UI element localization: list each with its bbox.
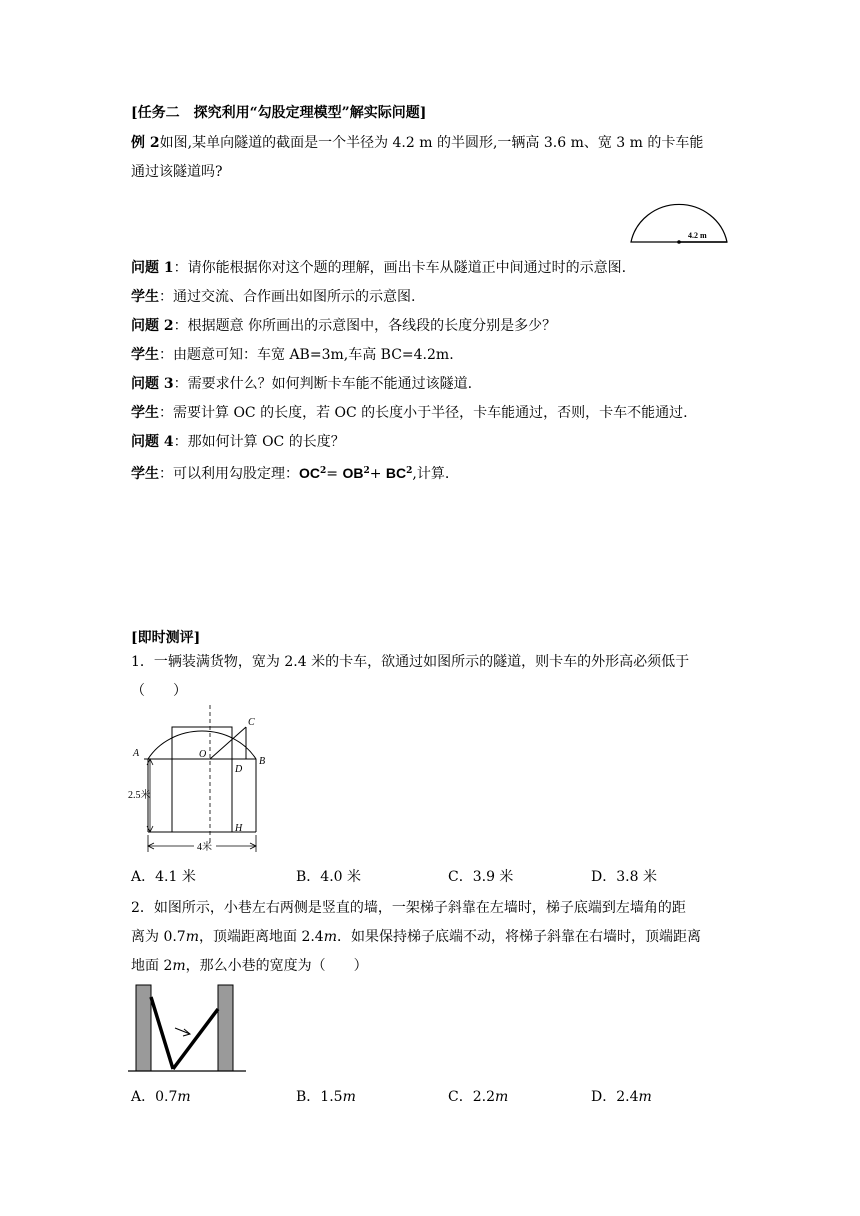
- speaker-label: 学生: [131, 347, 159, 363]
- label-a: A: [133, 748, 140, 759]
- q1-tunnel-figure: [128, 702, 274, 858]
- dialogue-line: 学生：由题意可知：车宽 AB=3m,车高 BC=4.2m.: [131, 347, 454, 363]
- left-wall: [136, 985, 151, 1071]
- dialogue-line: 问题 4：那如何计算 OC 的长度？: [131, 434, 345, 450]
- q2-option-a[interactable]: A．0.7m: [131, 1089, 191, 1105]
- exponent: 2: [363, 466, 370, 476]
- arrow-shaft: [175, 1028, 190, 1034]
- exponent: 2: [320, 466, 327, 476]
- dialogue-text: 由题意可知：车宽 AB=3m,车高 BC=4.2m.: [173, 347, 454, 363]
- q1-option-a[interactable]: A．4.1 米: [131, 869, 196, 885]
- q2-text-line2: 离为 0.7m，顶端距离地面 2.4m．如果保持梯子底端不动，将梯子斜靠在右墙时，顶端距离: [131, 929, 701, 945]
- semicircle-tunnel-figure: [628, 192, 732, 246]
- radius-label: 4.2 m: [688, 231, 707, 240]
- dialogue-text: 那如何计算 OC 的长度？: [187, 434, 345, 450]
- dialogue-line: 问题 1：请你能根据你对这个题的理解，画出卡车从隧道正中间通过时的示意图.: [131, 260, 627, 276]
- example2-text-line2: 通过该隧道吗?: [131, 164, 223, 180]
- formula-eq: =: [326, 466, 343, 482]
- ladder-left: [151, 997, 173, 1069]
- dialogue-text: 根据题意 你所画出的示意图中，各线段的长度分别是多少？: [187, 318, 557, 334]
- q2-text-line1: 2．如图所示，小巷左右两侧是竖直的墙，一架梯子斜靠在左墙时，梯子底端到左墙角的距: [131, 900, 686, 916]
- truck-rectangle: [172, 727, 232, 832]
- speaker-label: 学生: [131, 405, 159, 421]
- label-o: O: [199, 749, 207, 760]
- label-h: H: [235, 823, 243, 834]
- quiz-heading: [即时测评]: [131, 630, 201, 646]
- tunnel-outline: [148, 731, 256, 832]
- q2-text-line3: 地面 2m，那么小巷的宽度为（ ）: [131, 958, 368, 974]
- label-width: 4米: [197, 842, 212, 853]
- label-b: B: [259, 756, 266, 767]
- example2-line1: [131, 133, 703, 153]
- center-point: [677, 240, 681, 244]
- exponent: 2: [406, 466, 413, 476]
- formula-plus: +: [369, 466, 386, 482]
- speaker-label: 问题 4: [131, 434, 174, 450]
- dialogue-line: 问题 2：根据题意 你所画出的示意图中，各线段的长度分别是多少？: [131, 318, 557, 334]
- dialogue-text: 需要计算 OC 的长度，若 OC 的长度小于半径，卡车能通过，否则，卡车不能通过.: [173, 405, 688, 421]
- dialogue-line: 学生：通过交流、合作画出如图所示的示意图.: [131, 289, 416, 305]
- right-wall: [218, 985, 233, 1071]
- dialogue-suffix: ,计算.: [412, 466, 450, 482]
- dialogue-text: 通过交流、合作画出如图所示的示意图.: [173, 289, 416, 305]
- label-c: C: [248, 717, 255, 728]
- speaker-label: 问题 2: [131, 318, 174, 334]
- q2-option-d[interactable]: D．2.4m: [591, 1089, 652, 1105]
- dialogue-line-formula: 学生：可以利用勾股定理：$OC^2= OB^2+ BC^2$,计算.: [131, 465, 450, 482]
- ladder-right: [173, 1009, 218, 1069]
- speaker-label: 问题 3: [131, 376, 174, 392]
- q2-option-b[interactable]: B．1.5m: [296, 1089, 356, 1105]
- q1-option-d[interactable]: D．3.8 米: [591, 869, 657, 885]
- dialogue-text: 可以利用勾股定理：: [173, 466, 299, 482]
- formula-bc: BC: [385, 465, 407, 481]
- dialogue-line: 学生：需要计算 OC 的长度，若 OC 的长度小于半径，卡车能通过，否则，卡车不能通过.: [131, 405, 688, 421]
- semicircle-arc: [631, 204, 727, 242]
- speaker-label: 学生: [131, 466, 159, 482]
- dialogue-text: 需要求什么？如何判断卡车能不能通过该隧道.: [187, 376, 473, 392]
- q1-answer-blank: （ ）: [131, 683, 187, 699]
- speaker-label: 问题 1: [131, 260, 174, 276]
- task2-heading: [任务二 探究利用“勾股定理模型”解实际问题]: [131, 105, 427, 121]
- formula-oc: OC: [299, 465, 320, 481]
- formula-ob: OB: [342, 465, 364, 481]
- label-height: 2.5米: [128, 790, 151, 801]
- q1-option-c[interactable]: C．3.9 米: [448, 869, 514, 885]
- dialogue-line: 问题 3：需要求什么？如何判断卡车能不能通过该隧道.: [131, 376, 473, 392]
- speaker-label: 学生: [131, 289, 159, 305]
- example2-label: 例 2: [131, 135, 160, 151]
- q2-alley-figure: [128, 982, 248, 1076]
- dialogue-text: 请你能根据你对这个题的理解，画出卡车从隧道正中间通过时的示意图.: [187, 260, 627, 276]
- example2-text-line1: 如图,某单向隧道的截面是一个半径为 4.2 m 的半圆形,一辆高 3.6 m、宽 3 m 的卡车能: [159, 135, 704, 151]
- q1-text-line1: 1．一辆装满货物，宽为 2.4 米的卡车，欲通过如图所示的隧道，则卡车的外形高必须低于: [131, 654, 690, 670]
- q1-option-b[interactable]: B．4.0 米: [296, 869, 362, 885]
- q2-option-c[interactable]: C．2.2m: [448, 1089, 509, 1105]
- label-d: D: [235, 764, 243, 775]
